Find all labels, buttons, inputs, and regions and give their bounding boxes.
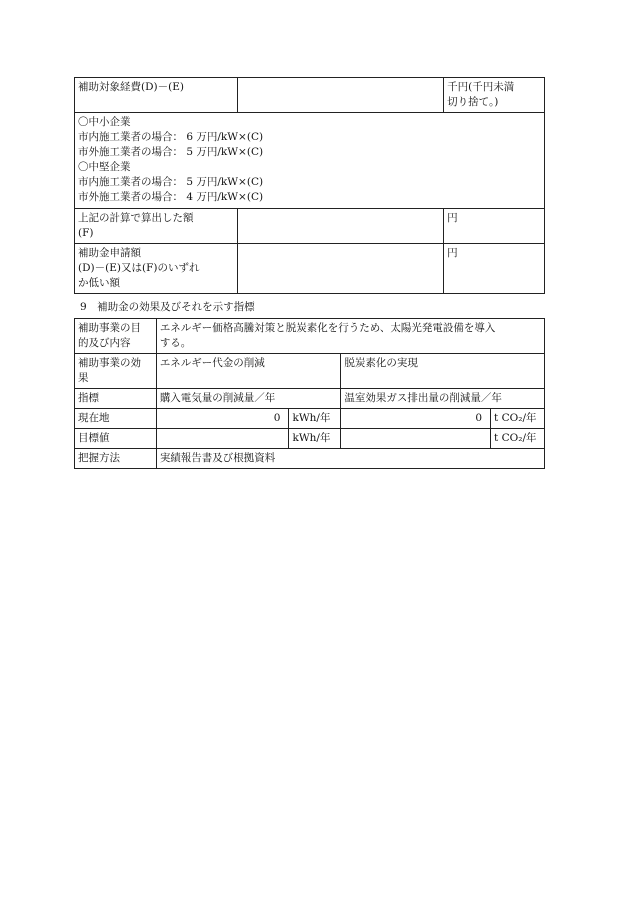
label-line: 果 xyxy=(78,372,89,384)
label-line: 補助金申請額 xyxy=(78,247,141,259)
table-row xyxy=(75,319,545,354)
eligible-expense-value xyxy=(237,78,444,113)
unit-line: 千円(千円未満 xyxy=(447,81,515,93)
current-ghg-value: 0 xyxy=(341,409,491,429)
table-row xyxy=(75,78,545,113)
purpose-label xyxy=(75,319,157,354)
unit-line: 切り捨て。) xyxy=(447,96,499,108)
indicator-ghg: 温室効果ガス排出量の削減量／年 xyxy=(341,389,545,409)
current-electricity-value: 0 xyxy=(156,409,289,429)
method-label: 把握方法 xyxy=(75,449,157,469)
effect-label xyxy=(75,354,157,389)
indicator-electricity: 購入電気量の削減量／年 xyxy=(156,389,341,409)
label-line: (F) xyxy=(78,227,94,239)
label-line: 的及び内容 xyxy=(78,337,131,349)
calculated-amount-value xyxy=(237,209,444,244)
target-electricity-unit: kWh/年 xyxy=(289,429,341,449)
label-line: 上記の計算で算出した額 xyxy=(78,212,194,224)
calculated-amount-unit: 円 xyxy=(444,209,545,244)
rate-item: 市外施工業者の場合： 4 万円/kW×(C) xyxy=(78,191,264,203)
subsidy-calculation-table xyxy=(74,77,545,294)
table-row xyxy=(75,354,545,389)
rate-item: 〇中堅企業 xyxy=(78,161,131,173)
target-label: 目標値 xyxy=(75,429,157,449)
label-line: か低い額 xyxy=(78,277,120,289)
rate-item: 市外施工業者の場合： 5 万円/kW×(C) xyxy=(78,146,264,158)
target-electricity-value xyxy=(156,429,289,449)
text-line: する。 xyxy=(159,337,192,349)
table-row xyxy=(75,389,545,409)
effect-decarbonization: 脱炭素化の実現 xyxy=(341,354,545,389)
current-electricity-unit: kWh/年 xyxy=(289,409,341,429)
eligible-expense-unit xyxy=(444,78,545,113)
method-text: 実績報告書及び根拠資料 xyxy=(156,449,544,469)
effect-energy-cost: エネルギー代金の削減 xyxy=(156,354,341,389)
table-row xyxy=(75,244,545,294)
application-amount-unit: 円 xyxy=(444,244,545,294)
rate-item: 市内施工業者の場合： 5 万円/kW×(C) xyxy=(78,176,264,188)
current-ghg-unit: t CO₂/年 xyxy=(491,409,545,429)
section-title: 9 補助金の効果及びそれを示す指標 xyxy=(80,301,255,313)
target-ghg-value xyxy=(341,429,491,449)
table-row xyxy=(75,113,545,209)
rate-item: 市内施工業者の場合： 6 万円/kW×(C) xyxy=(78,131,264,143)
calculated-amount-label xyxy=(75,209,238,244)
target-ghg-unit: t CO₂/年 xyxy=(491,429,545,449)
rate-item: 〇中小企業 xyxy=(78,116,131,128)
application-amount-label xyxy=(75,244,238,294)
table-row xyxy=(75,209,545,244)
indicator-label: 指標 xyxy=(75,389,157,409)
table-row xyxy=(75,409,545,429)
label-line: 補助事業の効 xyxy=(78,357,141,369)
label-line: (D)－(E)又は(F)のいずれ xyxy=(78,262,200,274)
effects-indicator-table xyxy=(74,318,545,469)
table-row xyxy=(75,449,545,469)
application-amount-value xyxy=(237,244,444,294)
rate-list xyxy=(75,113,545,209)
text-line: エネルギー価格高騰対策と脱炭素化を行うため、太陽光発電設備を導入 xyxy=(159,322,496,334)
eligible-expense-label: 補助対象経費(D)－(E) xyxy=(75,78,238,113)
purpose-text xyxy=(156,319,544,354)
label-line: 補助事業の目 xyxy=(78,322,141,334)
current-label: 現在地 xyxy=(75,409,157,429)
table-row xyxy=(75,429,545,449)
